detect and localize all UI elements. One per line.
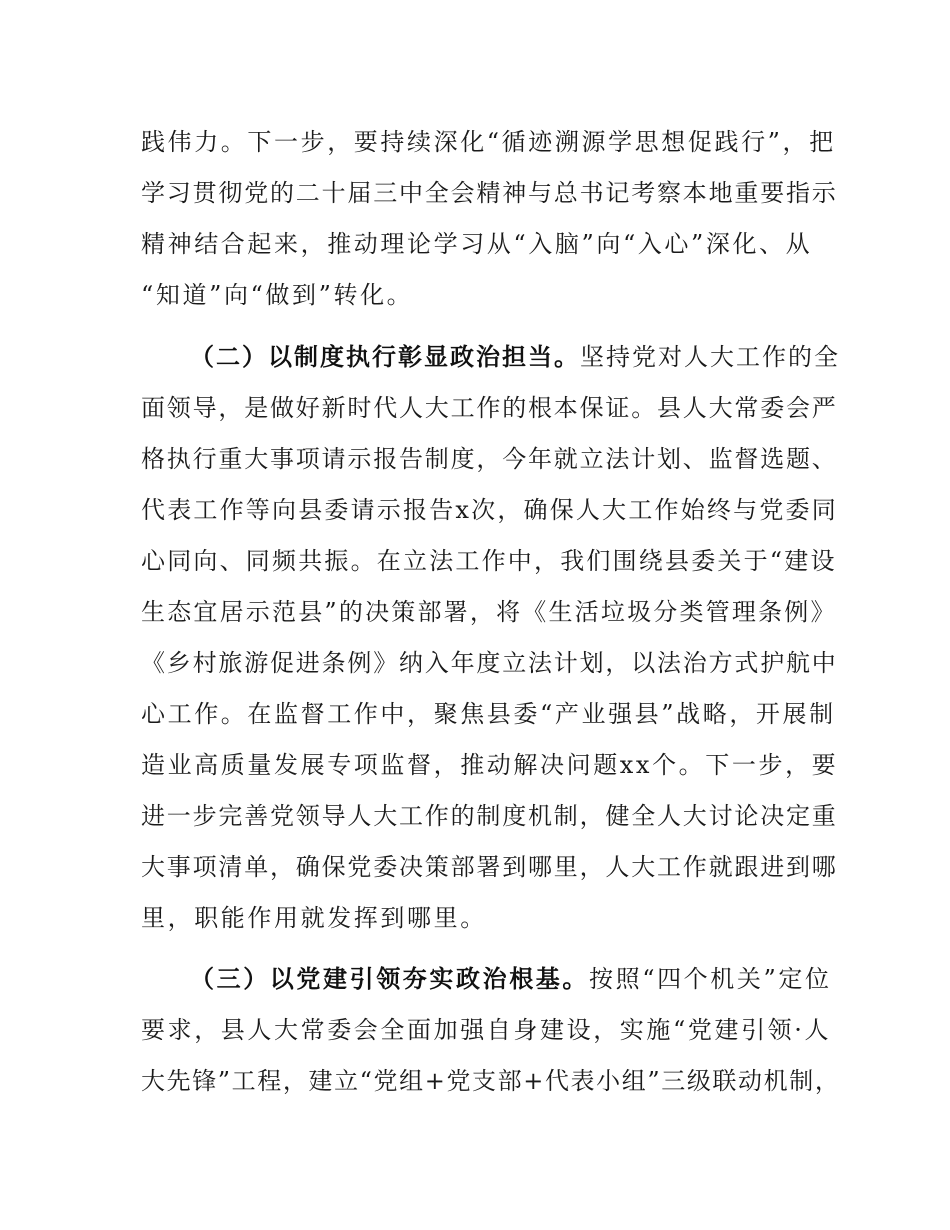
paragraph-2-line-6: 生态宜居示范县”的决策部署，将《生活垃圾分类管理条例》 xyxy=(141,598,837,626)
paragraph-2-line-11: 大事项清单，确保党委决策部署到哪里，人大工作就跟进到哪 xyxy=(141,853,838,881)
paragraph-3-line-3: 大先锋”工程，建立“党组+党支部+代表小组”三级联动机制， xyxy=(141,1067,841,1095)
paragraph-1-line-1: 践伟力。下一步，要持续深化“循迹溯源学思想促践行”，把 xyxy=(141,128,836,156)
paragraph-1-line-4: “知道”向“做到”转化。 xyxy=(141,281,414,309)
paragraph-1-line-2: 学习贯彻党的二十届三中全会精神与总书记考察本地重要指示 xyxy=(141,179,838,207)
paragraph-3-first-line-text: 按照“四个机关”定位 xyxy=(589,965,832,993)
paragraph-2-line-8: 心工作。在监督工作中，聚焦县委“产业强县”战略，开展制 xyxy=(141,700,836,728)
paragraph-2-line-3: 格执行重大事项请示报告制度，今年就立法计划、监督选题、 xyxy=(141,445,838,473)
section-2-heading: （二）以制度执行彰显政治担当。 xyxy=(190,343,580,371)
paragraph-2-line-7: 《乡村旅游促进条例》纳入年度立法计划，以法治方式护航中 xyxy=(141,649,838,677)
paragraph-2-line-10: 进一步完善党领导人大工作的制度机制，健全人大讨论决定重 xyxy=(141,802,838,830)
paragraph-2-line-2: 面领导，是做好新时代人大工作的根本保证。县人大常委会严 xyxy=(141,394,838,422)
paragraph-2-first-line xyxy=(190,337,841,377)
paragraph-2-line-9: 造业高质量发展专项监督，推动解决问题xx个。下一步，要 xyxy=(141,751,839,779)
paragraph-2-line-12: 里，职能作用就发挥到哪里。 xyxy=(141,904,487,932)
paragraph-2-first-line-text: 坚持党对人大工作的全 xyxy=(580,343,840,371)
paragraph-1-line-3: 精神结合起来，推动理论学习从“入脑”向“入心”深化、从 xyxy=(141,230,813,258)
paragraph-3-line-2: 要求，县人大常委会全面加强自身建设，实施“党建引领·人 xyxy=(141,1016,832,1044)
paragraph-2-line-5: 心同向、同频共振。在立法工作中，我们围绕县委关于“建设 xyxy=(141,547,837,575)
paragraph-2-line-4: 代表工作等向县委请示报告x次，确保人大工作始终与党委同 xyxy=(141,496,838,524)
paragraph-3-first-line xyxy=(190,959,841,999)
section-3-heading: （三）以党建引领夯实政治根基。 xyxy=(190,965,589,993)
